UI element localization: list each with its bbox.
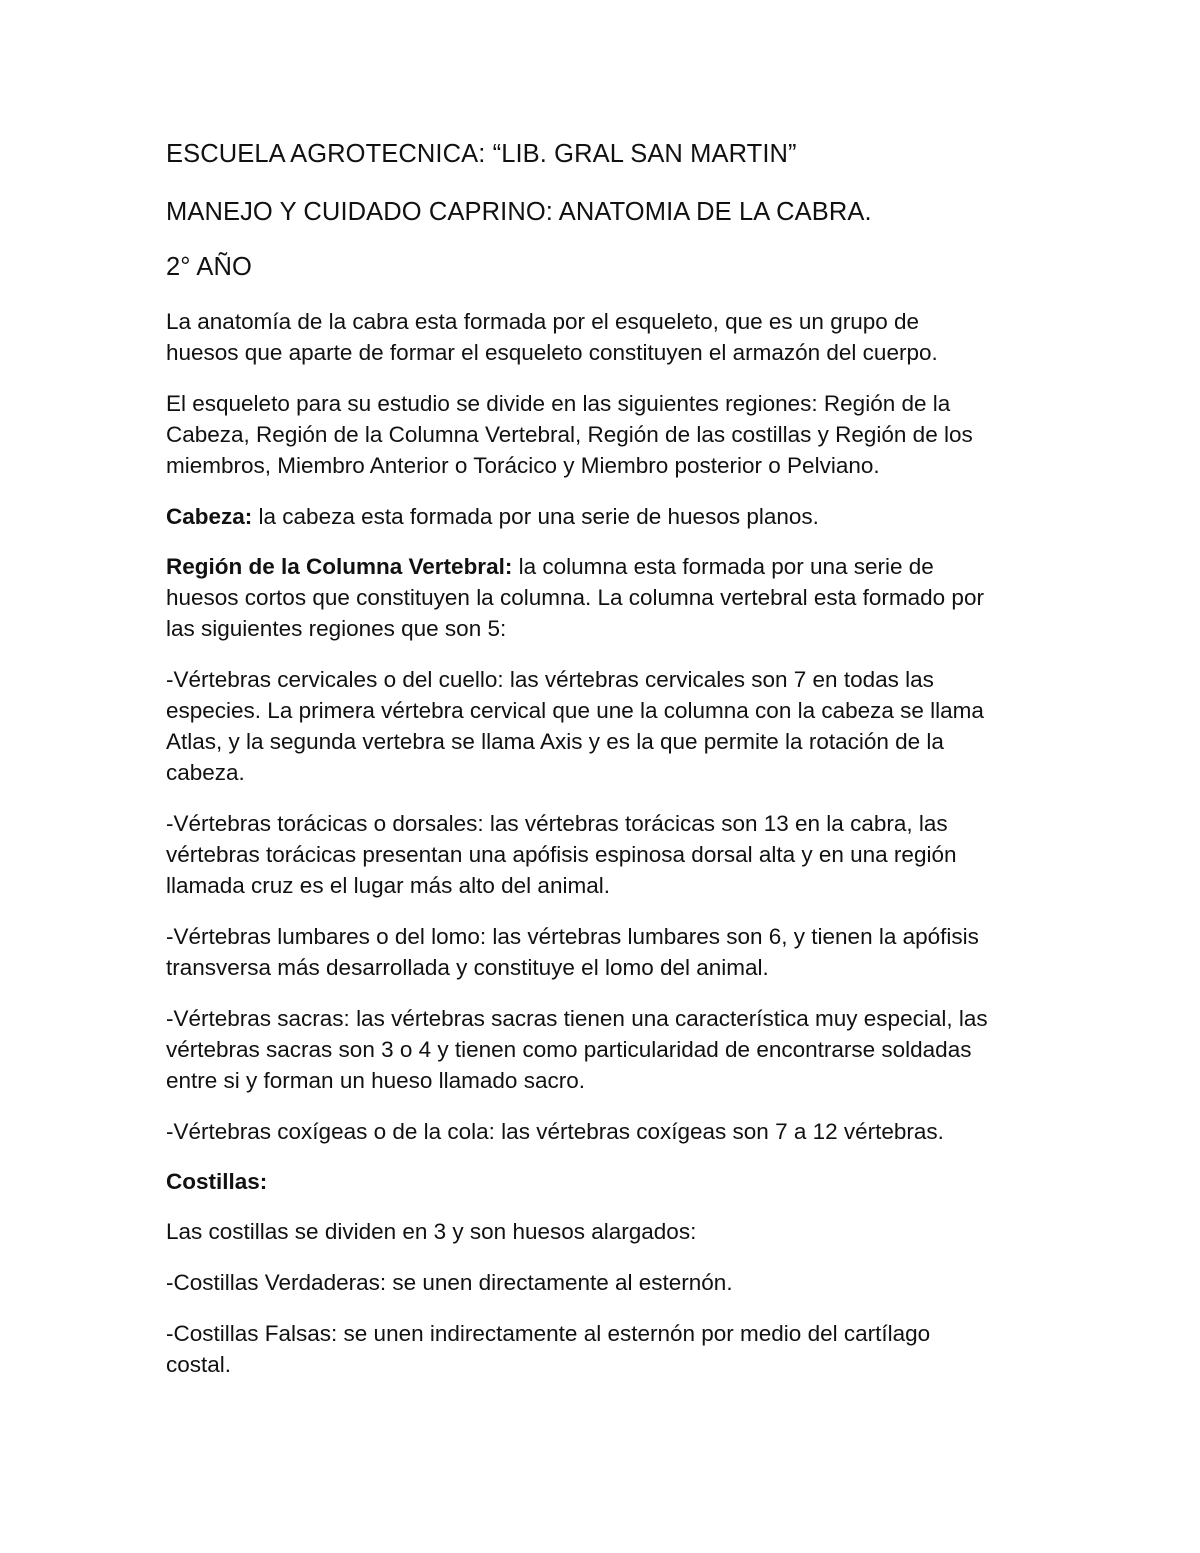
sacras-line: -Vértebras sacras: las vértebras sacras tienen una característica muy especial, las — [166, 1006, 988, 1031]
cervicales-line: cabeza. — [166, 760, 245, 785]
cabeza-text: la cabeza esta formada por una serie de huesos planos. — [252, 504, 819, 529]
sacras-line: entre si y forman un hueso llamado sacro. — [166, 1068, 585, 1093]
columna-paragraph — [166, 556, 934, 579]
cervicales-line: Atlas, y la segunda vertebra se llama Axis y es la que permite la rotación de la — [166, 729, 944, 754]
toracicas-line: vértebras torácicas presentan una apófisis espinosa dorsal alta y en una región — [166, 842, 957, 867]
year-title: 2° AÑO — [166, 253, 252, 281]
regions-line: El esqueleto para su estudio se divide en las siguientes regiones: Región de la — [166, 391, 951, 416]
cervicales-line: especies. La primera vértebra cervical que une la columna con la cabeza se llama — [166, 698, 984, 723]
regions-line: miembros, Miembro Anterior o Torácico y Miembro posterior o Pelviano. — [166, 453, 880, 478]
cabeza-label: Cabeza: — [166, 504, 253, 529]
costillas-falsas-line: costal. — [166, 1352, 232, 1377]
lumbares-line: -Vértebras lumbares o del lomo: las vértebras lumbares son 6, y tienen la apófisis — [166, 924, 979, 949]
toracicas-line: -Vértebras torácicas o dorsales: las vértebras torácicas son 13 en la cabra, las — [166, 811, 948, 836]
toracicas-line: llamada cruz es el lugar más alto del animal. — [166, 873, 610, 898]
regions-line: Cabeza, Región de la Columna Vertebral, Región de las costillas y Región de los — [166, 422, 973, 447]
columna-line: las siguientes regiones que son 5: — [166, 616, 507, 641]
school-title: ESCUELA AGROTECNICA: “LIB. GRAL SAN MARTIN” — [166, 140, 797, 168]
columna-text: la columna esta formada por una serie de — [512, 554, 934, 579]
cervicales-line: -Vértebras cervicales o del cuello: las vértebras cervicales son 7 en todas las — [166, 667, 934, 692]
coxigeas-line: -Vértebras coxígeas o de la cola: las vértebras coxígeas son 7 a 12 vértebras. — [166, 1119, 944, 1144]
lumbares-line: transversa más desarrollada y constituye el lomo del animal. — [166, 955, 769, 980]
cabeza-paragraph — [166, 506, 819, 529]
columna-line: huesos cortos que constituyen la columna. La columna vertebral esta formado por — [166, 585, 984, 610]
intro-line: huesos que aparte de formar el esqueleto constituyen el armazón del cuerpo. — [166, 340, 938, 365]
costillas-falsas-line: -Costillas Falsas: se unen indirectamente al esternón por medio del cartílago — [166, 1321, 931, 1346]
columna-label: Región de la Columna Vertebral: — [166, 554, 513, 579]
subject-title: MANEJO Y CUIDADO CAPRINO: ANATOMIA DE LA CABRA. — [166, 198, 872, 226]
costillas-title: Costillas: — [166, 1169, 268, 1194]
costillas-verdaderas: -Costillas Verdaderas: se unen directamente al esternón. — [166, 1270, 733, 1295]
costillas-intro: Las costillas se dividen en 3 y son huesos alargados: — [166, 1219, 697, 1244]
intro-line: La anatomía de la cabra esta formada por el esqueleto, que es un grupo de — [166, 309, 920, 334]
sacras-line: vértebras sacras son 3 o 4 y tienen como particularidad de encontrarse soldadas — [166, 1037, 972, 1062]
